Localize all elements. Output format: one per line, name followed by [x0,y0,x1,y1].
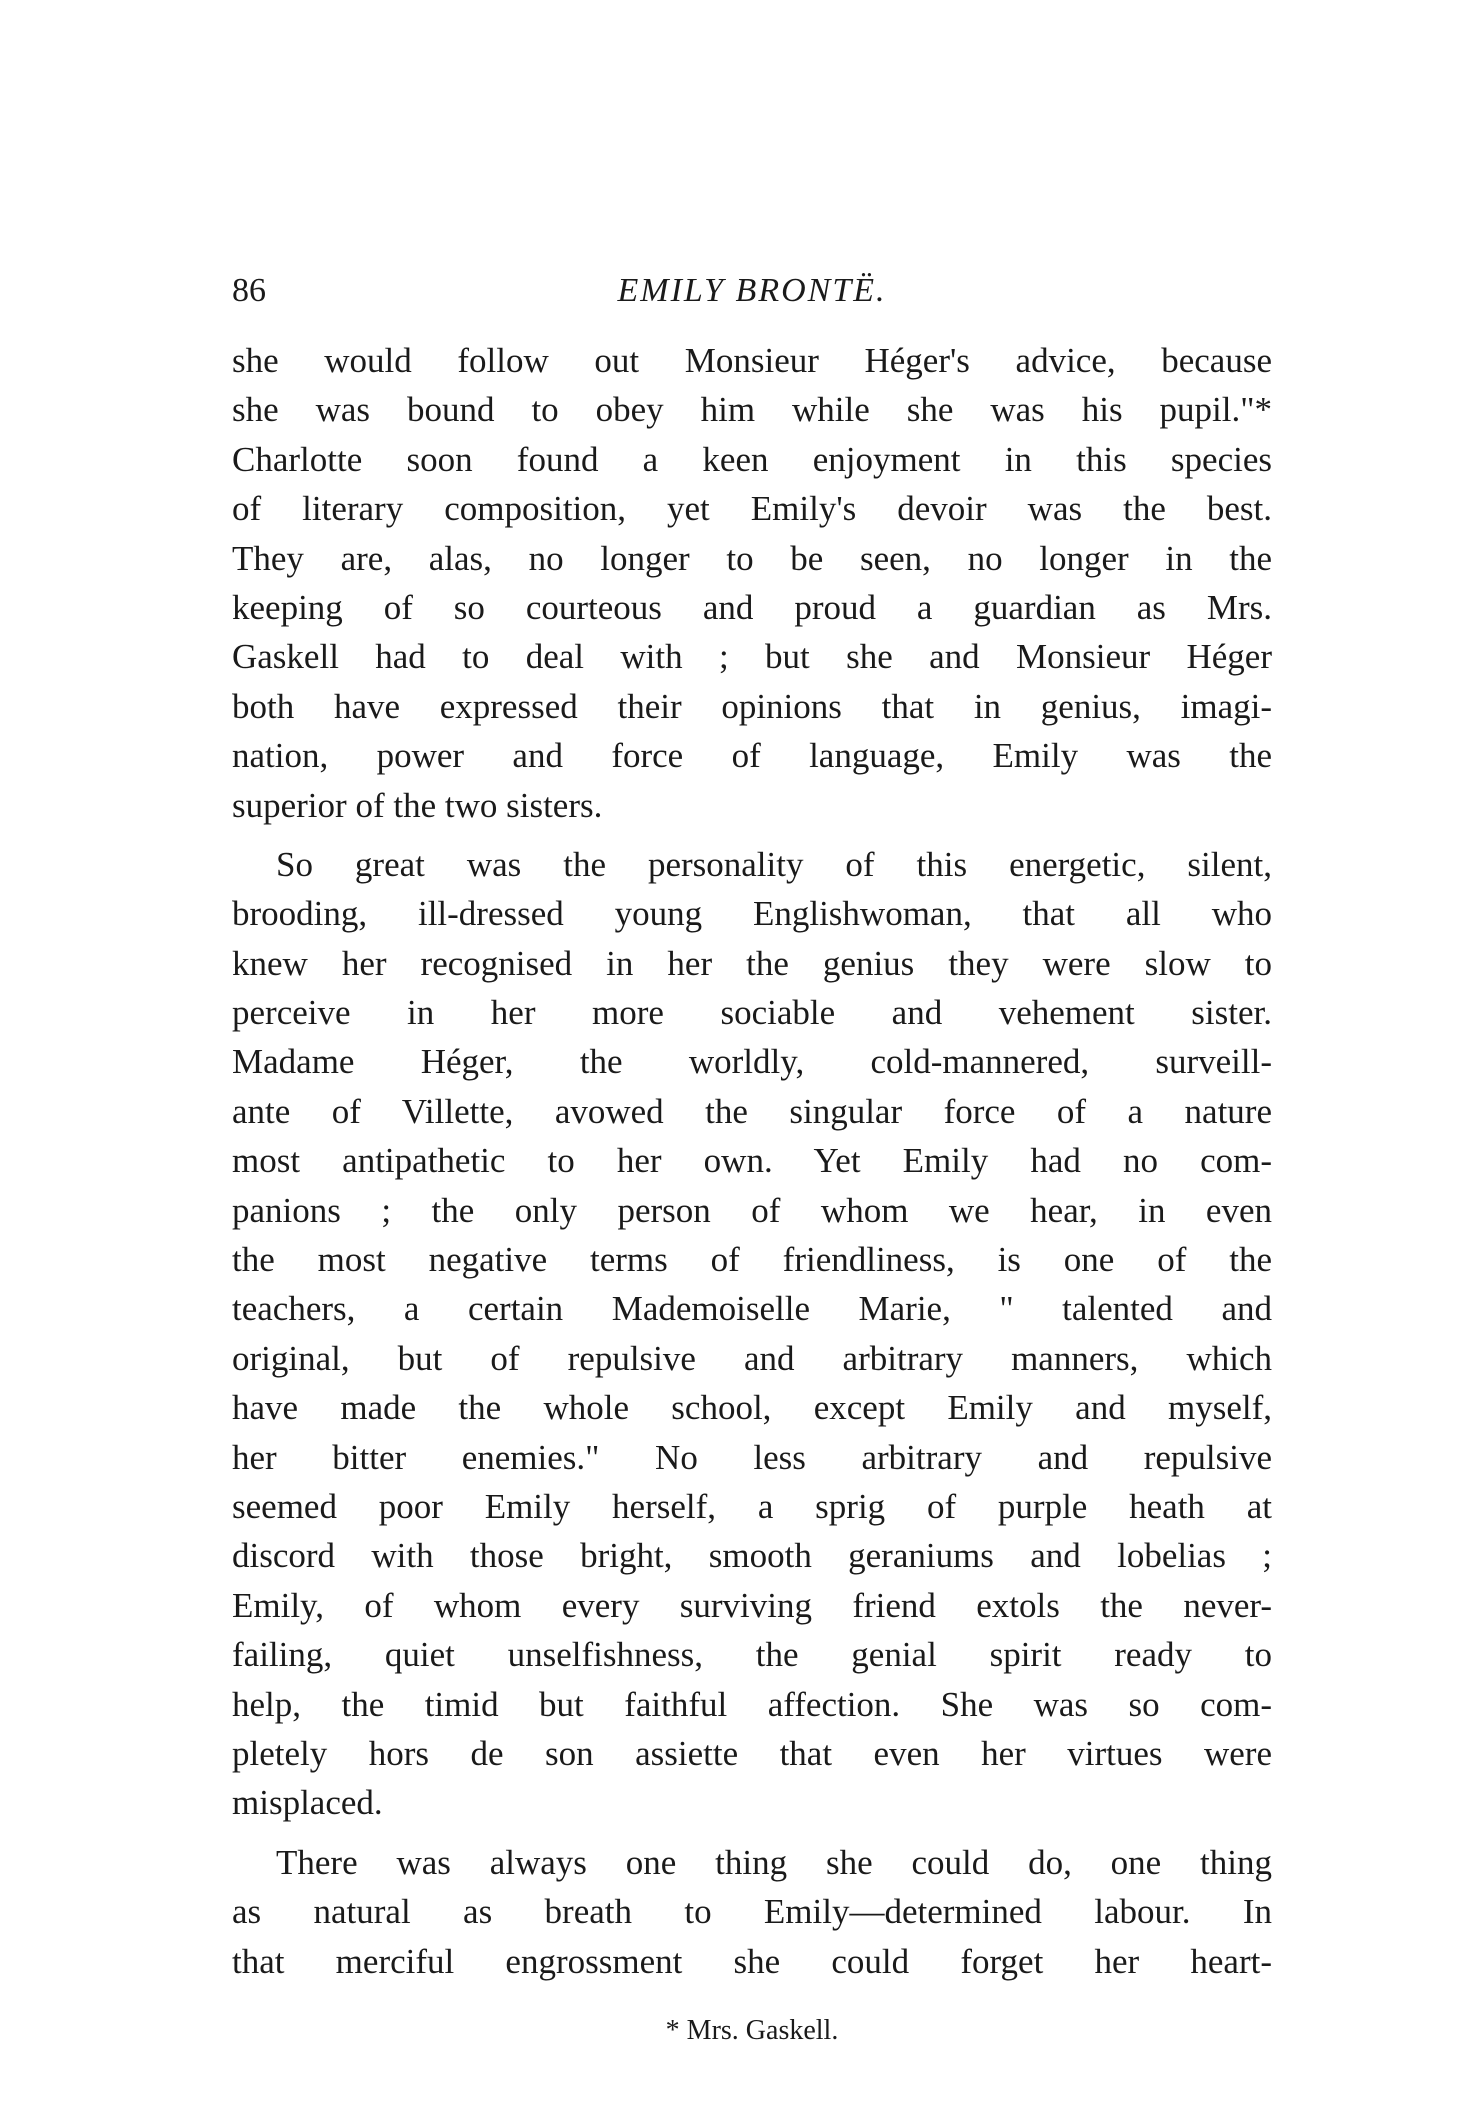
text-line: There was always one thing she could do, one thing [276,1842,1272,1882]
paragraph-3 [232,1838,1272,1986]
text-line: ante of Villette, avowed the singular force of a nature [232,1091,1272,1131]
text-line: teachers, a certain Mademoiselle Marie, " talented and [232,1289,1272,1329]
text-line: she was bound to obey him while she was his pupil."* [232,390,1272,430]
running-title: EMILY BRONTË. [617,272,887,309]
paragraph-1 [232,336,1272,830]
text-line: Emily, of whom every surviving friend extols the never- [232,1585,1272,1625]
text-line: of literary composition, yet Emily's devoir was the best. [232,489,1272,529]
text-line: original, but of repulsive and arbitrary manners, which [232,1338,1272,1378]
footnote: * Mrs. Gaskell. [665,2015,839,2046]
page-header [232,266,1272,316]
text-line: Gaskell had to deal with ; but she and Monsieur Héger [232,637,1272,677]
text-line: knew her recognised in her the genius they were slow to [232,943,1272,983]
body-text [232,336,1272,1986]
text-line: keeping of so courteous and proud a guardian as Mrs. [232,587,1272,627]
text-line: seemed poor Emily herself, a sprig of purple heath at [232,1486,1272,1526]
page-number: 86 [232,272,266,309]
text-line: the most negative terms of friendliness, is one of the [232,1240,1272,1280]
text-line: nation, power and force of language, Emily was the [232,736,1272,776]
text-line: her bitter enemies." No less arbitrary and repulsive [232,1437,1272,1477]
text-line: panions ; the only person of whom we hear, in even [232,1190,1272,1230]
paragraph-2 [232,840,1272,1828]
text-line: both have expressed their opinions that in genius, imagi- [232,686,1272,726]
text-line: Madame Héger, the worldly, cold-mannered, surveill- [232,1042,1272,1082]
text-line: pletely hors de son assiette that even her virtues were [232,1733,1272,1773]
text-line: discord with those bright, smooth geraniums and lobelias ; [232,1536,1272,1576]
text-line: brooding, ill-dressed young Englishwoman, that all who [232,894,1272,934]
text-line: help, the timid but faithful affection. She was so com- [232,1684,1272,1724]
text-line: So great was the personality of this energetic, silent, [276,844,1272,884]
text-line: as natural as breath to Emily—determined labour. In [232,1892,1272,1932]
text-line: have made the whole school, except Emily and myself, [232,1388,1272,1428]
text-line: Charlotte soon found a keen enjoyment in this species [232,439,1272,479]
text-line: They are, alas, no longer to be seen, no longer in the [232,538,1272,578]
text-line: most antipathetic to her own. Yet Emily had no com- [232,1141,1272,1181]
text-line: perceive in her more sociable and vehement sister. [232,993,1272,1033]
text-line: superior of the two sisters. [232,785,603,825]
text-line: she would follow out Monsieur Héger's advice, because [232,341,1272,380]
text-line: failing, quiet unselfishness, the genial spirit ready to [232,1635,1272,1675]
text-line: misplaced. [232,1783,383,1823]
text-line: that merciful engrossment she could forget her heart- [232,1941,1272,1981]
